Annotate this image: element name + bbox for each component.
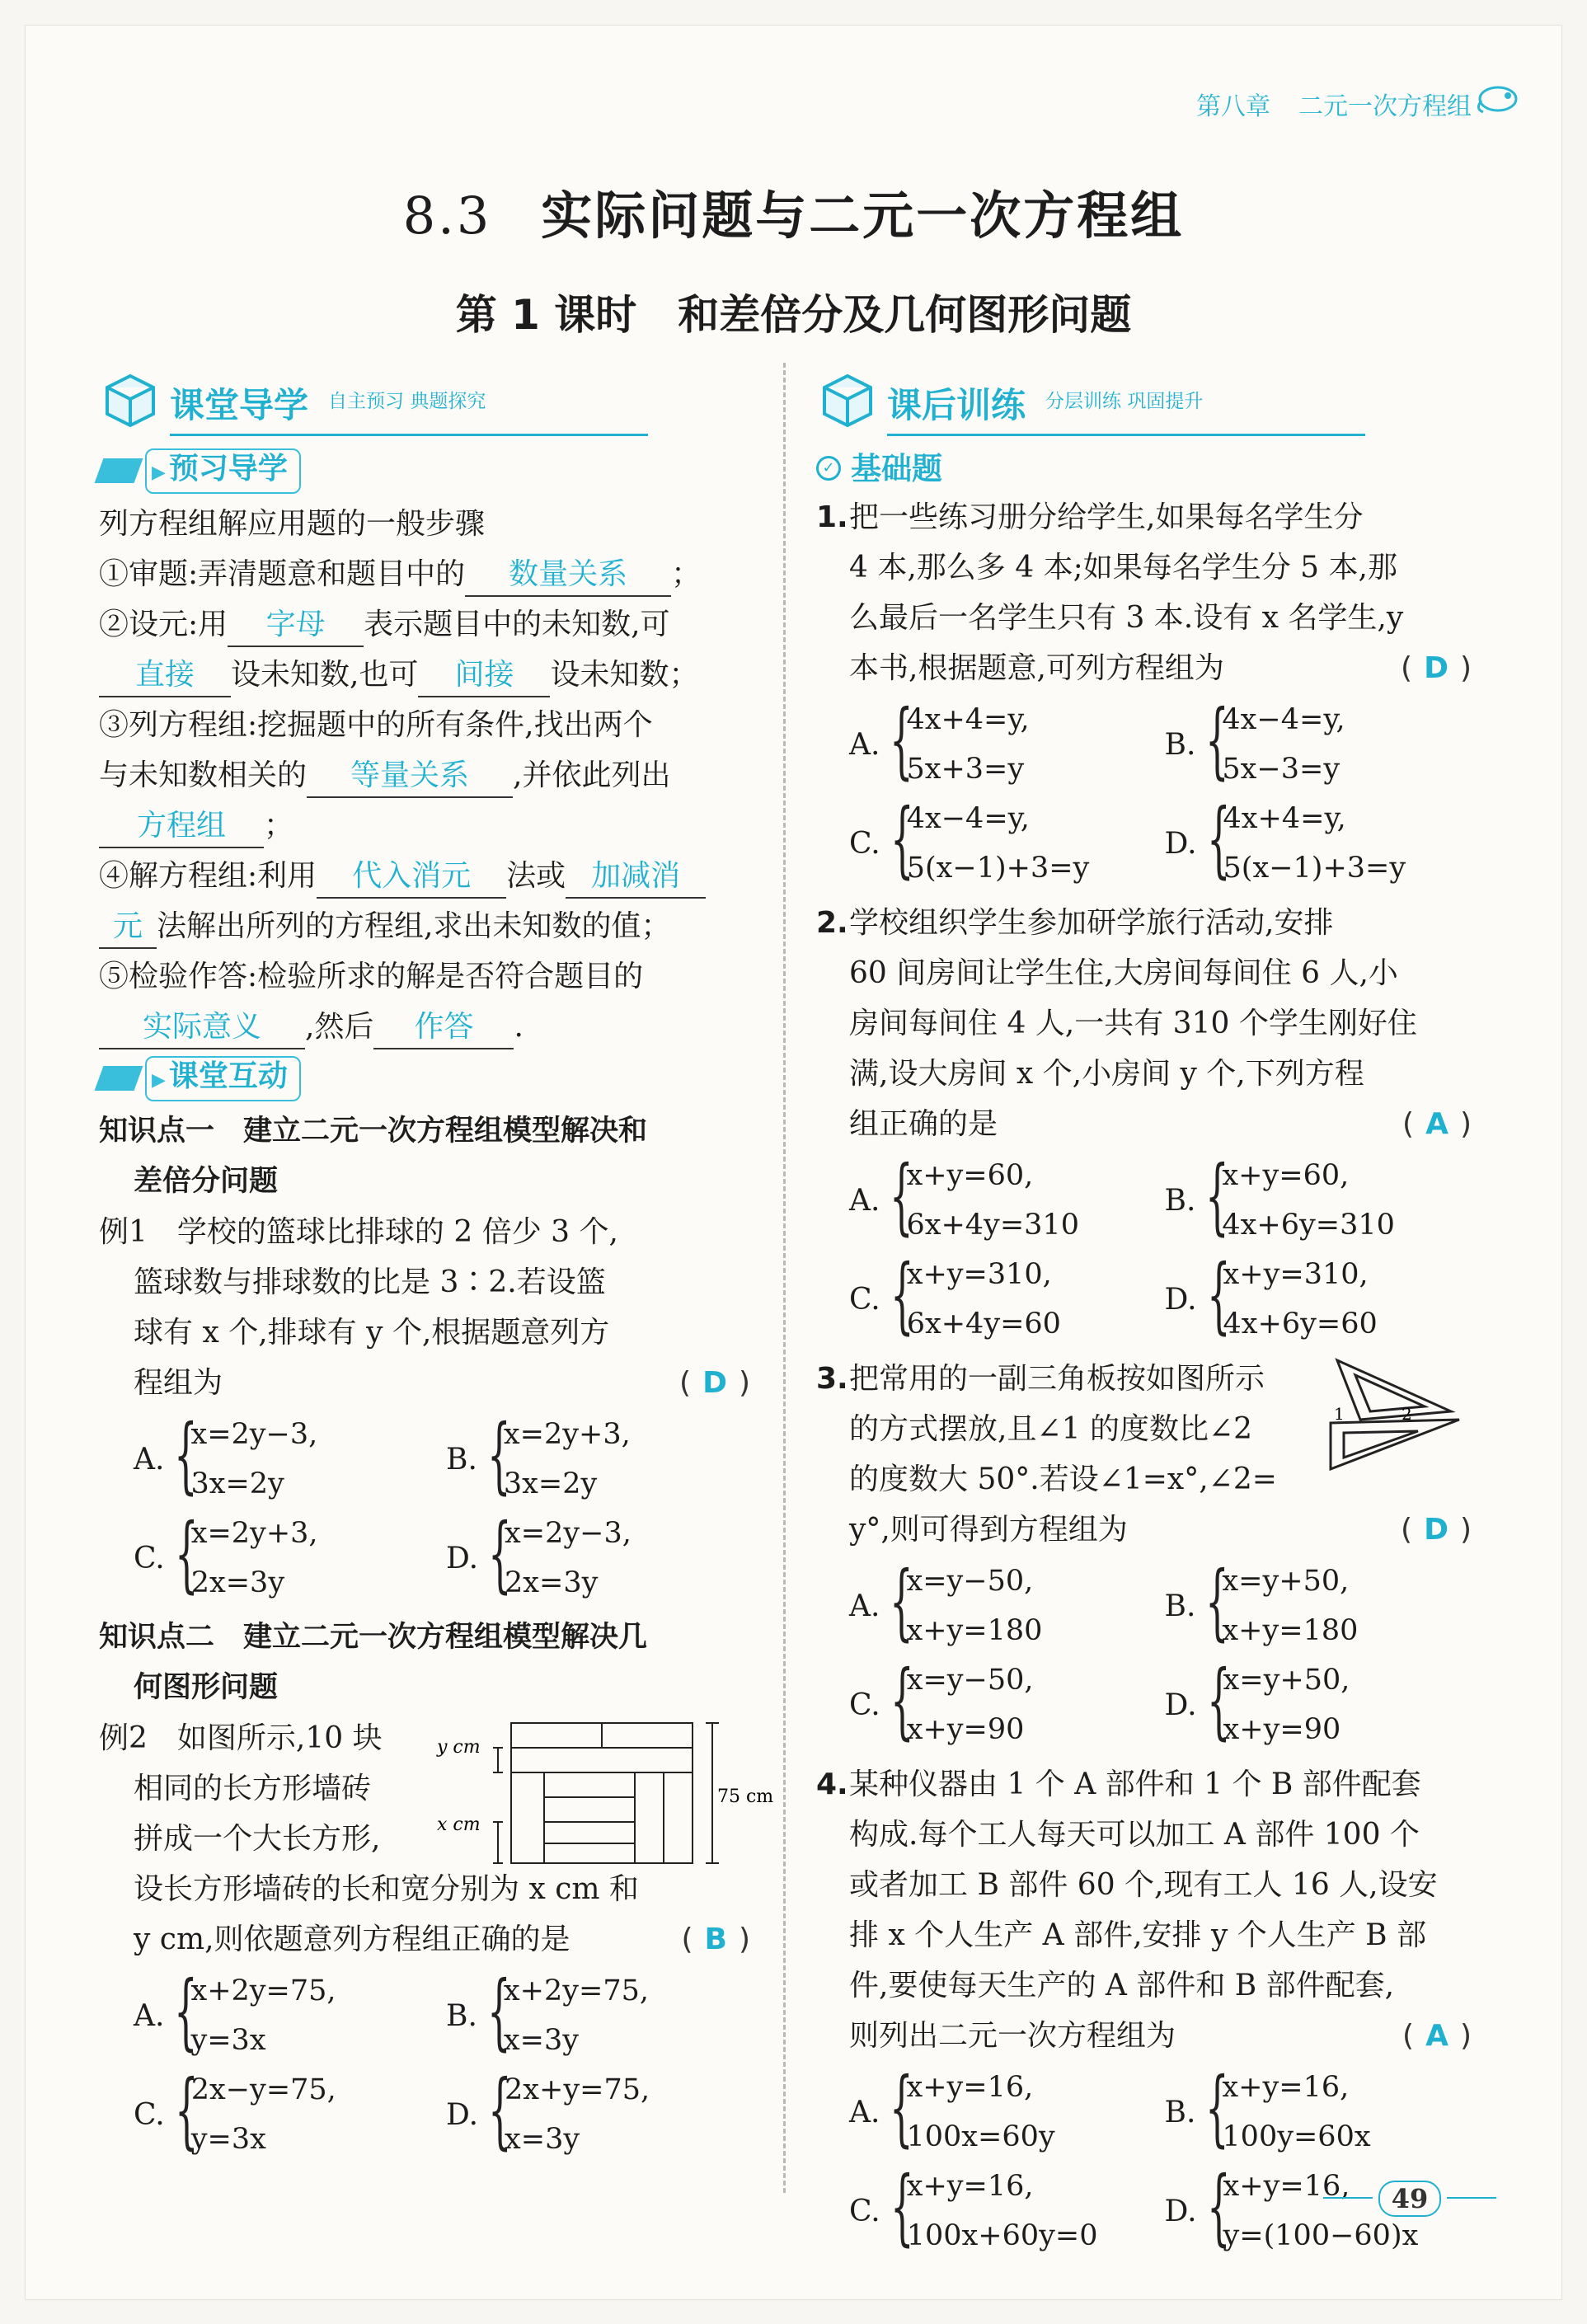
option-d: D. { 2x+y=75, x=3y	[446, 2062, 650, 2158]
answer-bracket: ( B )	[681, 1923, 750, 1956]
option-c: C. { x=y−50, x+y=90	[849, 1652, 1034, 1749]
answer-bracket: ( D )	[1401, 1513, 1472, 1547]
cube-icon	[99, 368, 162, 430]
option-d: D. { x=y+50, x+y=90	[1164, 1652, 1350, 1749]
option-a: A. { 4x+4=y, 5x+3=y	[849, 692, 1030, 788]
blank: 直接	[99, 655, 231, 697]
step-3c: 方程组 ；	[99, 800, 750, 851]
step-4b: 元 法解出所列的方程组,求出未知数的值；	[99, 901, 750, 951]
question-4: 4. 某种仪器由 1 个 A 部件和 1 个 B 部件配套 构成.每个工人每天可以加工 A 部件 100 个 或者加工 B 部件 60 个,现有工人 16 人,设安 排 x 个人生产 A 部件,安排 y 个人生产 B 部 件,要使每天生产的 A 部件和 B 部件配套, 则列出二元一次方程组为 ( A ) A. { x+y=16, 100x=60y B. { x+y=16, 100y=60x C. { x+y=16, 100x+60y=0 D. { x+y=16, y=(100−60)x	[816, 1759, 1472, 2265]
option-a: A. { x+y=16, 100x=60y	[849, 2059, 1055, 2156]
section-underline	[887, 434, 1365, 436]
example-1d: 程组为 ( D )	[99, 1358, 750, 1408]
step-2b: 直接 设未知数,也可 间接 设未知数；	[99, 650, 750, 700]
blank: 方程组	[99, 805, 264, 848]
triangle-set-figure	[1327, 1354, 1467, 1477]
blank: 等量关系	[307, 755, 513, 798]
option-d: D. { 4x+4=y, 5(x−1)+3=y	[1164, 791, 1406, 887]
question-3: 3. 把常用的一副三角板按如图所示 的方式摆放,且∠1 的度数比∠2 的度数大 50°.若设∠1=x°,∠2= y°,则可得到方程组为 ( D ) A. { x=y−50, x+y=180 B. { x=y+50, x+y=180 C. { x=y−50, x+y=90 D. { x=y+50, x+y=90	[816, 1354, 1472, 1759]
blank: 作答	[373, 1007, 514, 1049]
option-d: D. { x=2y−3, 2x=3y	[446, 1505, 632, 1602]
answer-bracket: ( A )	[1402, 2019, 1472, 2053]
blank: 元	[99, 906, 157, 949]
section-header-homework: 课后训练 分层训练 巩固提升	[816, 363, 1472, 430]
example-2e: y cm,则依题意列方程组正确的是 ( B )	[99, 1914, 750, 1965]
example-1-options	[99, 1406, 750, 1608]
page-number: 49	[1369, 2181, 1451, 2217]
option-c: C. { 4x−4=y, 5(x−1)+3=y	[849, 791, 1090, 887]
option-b: B. { x=2y+3, 3x=2y	[446, 1406, 631, 1503]
blank: 实际意义	[99, 1007, 305, 1049]
brick-figure	[437, 1720, 774, 1868]
example-2: 例2 如图所示,10 块	[99, 1721, 383, 1755]
example-1: 例1 学校的篮球比排球的 2 倍少 3 个,	[99, 1215, 618, 1249]
section-header-classroom: 课堂导学 自主预习 典题探究	[99, 363, 750, 430]
svg-text:2: 2	[1402, 1404, 1412, 1424]
blank: 字母	[228, 604, 364, 647]
question-2: 2. 学校组织学生参加研学旅行活动,安排 60 间房间让学生住,大房间每间住 6 人,小 房间每间住 4 人,一共有 310 个学生刚好住 满,设大房间 x 个,小房间 y 个,下列方程 组正确的是 ( A ) A. { x+y=60, 6x+4y=310 B. { x+y=60, 4x+6y=310 C. { x+y=310, 6x+4y=60 D. { x+y=310, 4x+6y=60	[816, 898, 1472, 1354]
example-1b: 篮球数与排球数的比是 3∶2.若设篮	[134, 1265, 606, 1299]
answer-bracket: ( D )	[1401, 651, 1472, 685]
option-d: D. { x+y=16, y=(100−60)x	[1164, 2158, 1419, 2255]
section-underline	[170, 434, 648, 436]
option-b: B. { x+y=60, 4x+6y=310	[1164, 1148, 1395, 1244]
lesson-subtitle: 第 1 课时 和差倍分及几何图形问题	[455, 291, 1132, 339]
blank: 数量关系	[465, 554, 671, 597]
step-2: ②设元:用 字母 表示题目中的未知数,可	[99, 599, 750, 650]
option-b: B. { 4x−4=y, 5x−3=y	[1164, 692, 1345, 788]
example-1c: 球有 x 个,排球有 y 个,根据题意列方	[134, 1316, 610, 1350]
option-a: A. { x=2y−3, 3x=2y	[134, 1406, 318, 1503]
subsection-preview: ▶ 预习导学	[99, 448, 301, 494]
knowledge-point-2: 知识点二 建立二元一次方程组模型解决几	[99, 1621, 648, 1654]
subsection-interact: ▶ 课堂互动	[99, 1055, 301, 1101]
answer-bracket: ( D )	[679, 1366, 750, 1400]
option-a: A. { x=y−50, x+y=180	[849, 1553, 1043, 1650]
running-header	[1196, 86, 1472, 122]
steps-title: 列方程组解应用题的一般步骤	[99, 507, 486, 541]
column-divider	[783, 363, 786, 2193]
option-d: D. { x+y=310, 4x+6y=60	[1164, 1247, 1378, 1343]
option-a: A. { x+2y=75, y=3x	[134, 1963, 336, 2059]
right-column	[816, 363, 1472, 2265]
option-c: C. { x=2y+3, 2x=3y	[134, 1505, 318, 1602]
step-5b: 实际意义 ,然后 作答 .	[99, 1002, 750, 1052]
option-c: C. { 2x−y=75, y=3x	[134, 2062, 336, 2158]
option-a: A. { x+y=60, 6x+4y=310	[849, 1148, 1079, 1244]
left-column	[99, 363, 774, 2169]
step-3: ③列方程组:挖掘题中的所有条件,找出两个	[99, 708, 653, 742]
knowledge-point-2b: 何图形问题	[134, 1671, 279, 1704]
question-1: 1. 把一些练习册分给学生,如果每名学生分 4 本,那么多 4 本;如果每名学生分 5 本,那 么最后一名学生只有 3 本.设有 x 名学生,y 本书,根据题意,可列方程组为 ( D ) A. { 4x+4=y, 5x+3=y B. { 4x−4=y, 5x−3=y C. { 4x−4=y, 5(x−1)+3=y D. { 4x+4=y, 5(x−1)+3=y	[816, 492, 1472, 898]
example-2b: 相同的长方形墙砖	[134, 1772, 372, 1805]
page-title: 8.3 实际问题与二元一次方程组	[402, 185, 1185, 246]
svg-text:1: 1	[1334, 1404, 1345, 1424]
answer-bracket: ( A )	[1402, 1107, 1472, 1141]
option-c: C. { x+y=16, 100x+60y=0	[849, 2158, 1098, 2255]
example-2d: 设长方形墙砖的长和宽分别为 x cm 和	[134, 1872, 639, 1906]
chameleon-icon	[1473, 79, 1521, 119]
cube-icon	[816, 368, 879, 430]
chapter-topic: 二元一次方程组	[1298, 92, 1472, 121]
option-c: C. { x+y=310, 6x+4y=60	[849, 1247, 1061, 1343]
step-5: ⑤检验作答:检验所求的解是否符合题目的	[99, 960, 644, 993]
knowledge-point-1b: 差倍分问题	[134, 1165, 279, 1198]
option-b: B. { x+2y=75, x=3y	[446, 1963, 649, 2059]
check-icon: ✓	[816, 456, 841, 481]
fig-height-label: 75 cm	[717, 1786, 774, 1807]
basic-level-label: ✓ 基础题	[816, 444, 1472, 492]
step-1: ①审题:弄清题意和题目中的 数量关系 ；	[99, 549, 750, 599]
blank: 代入消元	[317, 856, 506, 899]
fig-x-label: x cm	[437, 1815, 481, 1835]
blank: 加减消	[566, 856, 706, 899]
example-2c: 拼成一个大长方形,	[134, 1822, 381, 1856]
step-4: ④解方程组:利用 代入消元 法或 加减消	[99, 851, 750, 901]
blank: 间接	[418, 655, 550, 697]
step-3b: 与未知数相关的 等量关系 ,并依此列出	[99, 750, 750, 800]
example-2-options	[99, 1963, 750, 2164]
chapter-label: 第八章	[1196, 92, 1270, 121]
option-b: B. { x+y=16, 100y=60x	[1164, 2059, 1371, 2156]
knowledge-point-1: 知识点一 建立二元一次方程组模型解决和	[99, 1115, 648, 1148]
fig-y-label: y cm	[437, 1737, 481, 1758]
option-b: B. { x=y+50, x+y=180	[1164, 1553, 1359, 1650]
